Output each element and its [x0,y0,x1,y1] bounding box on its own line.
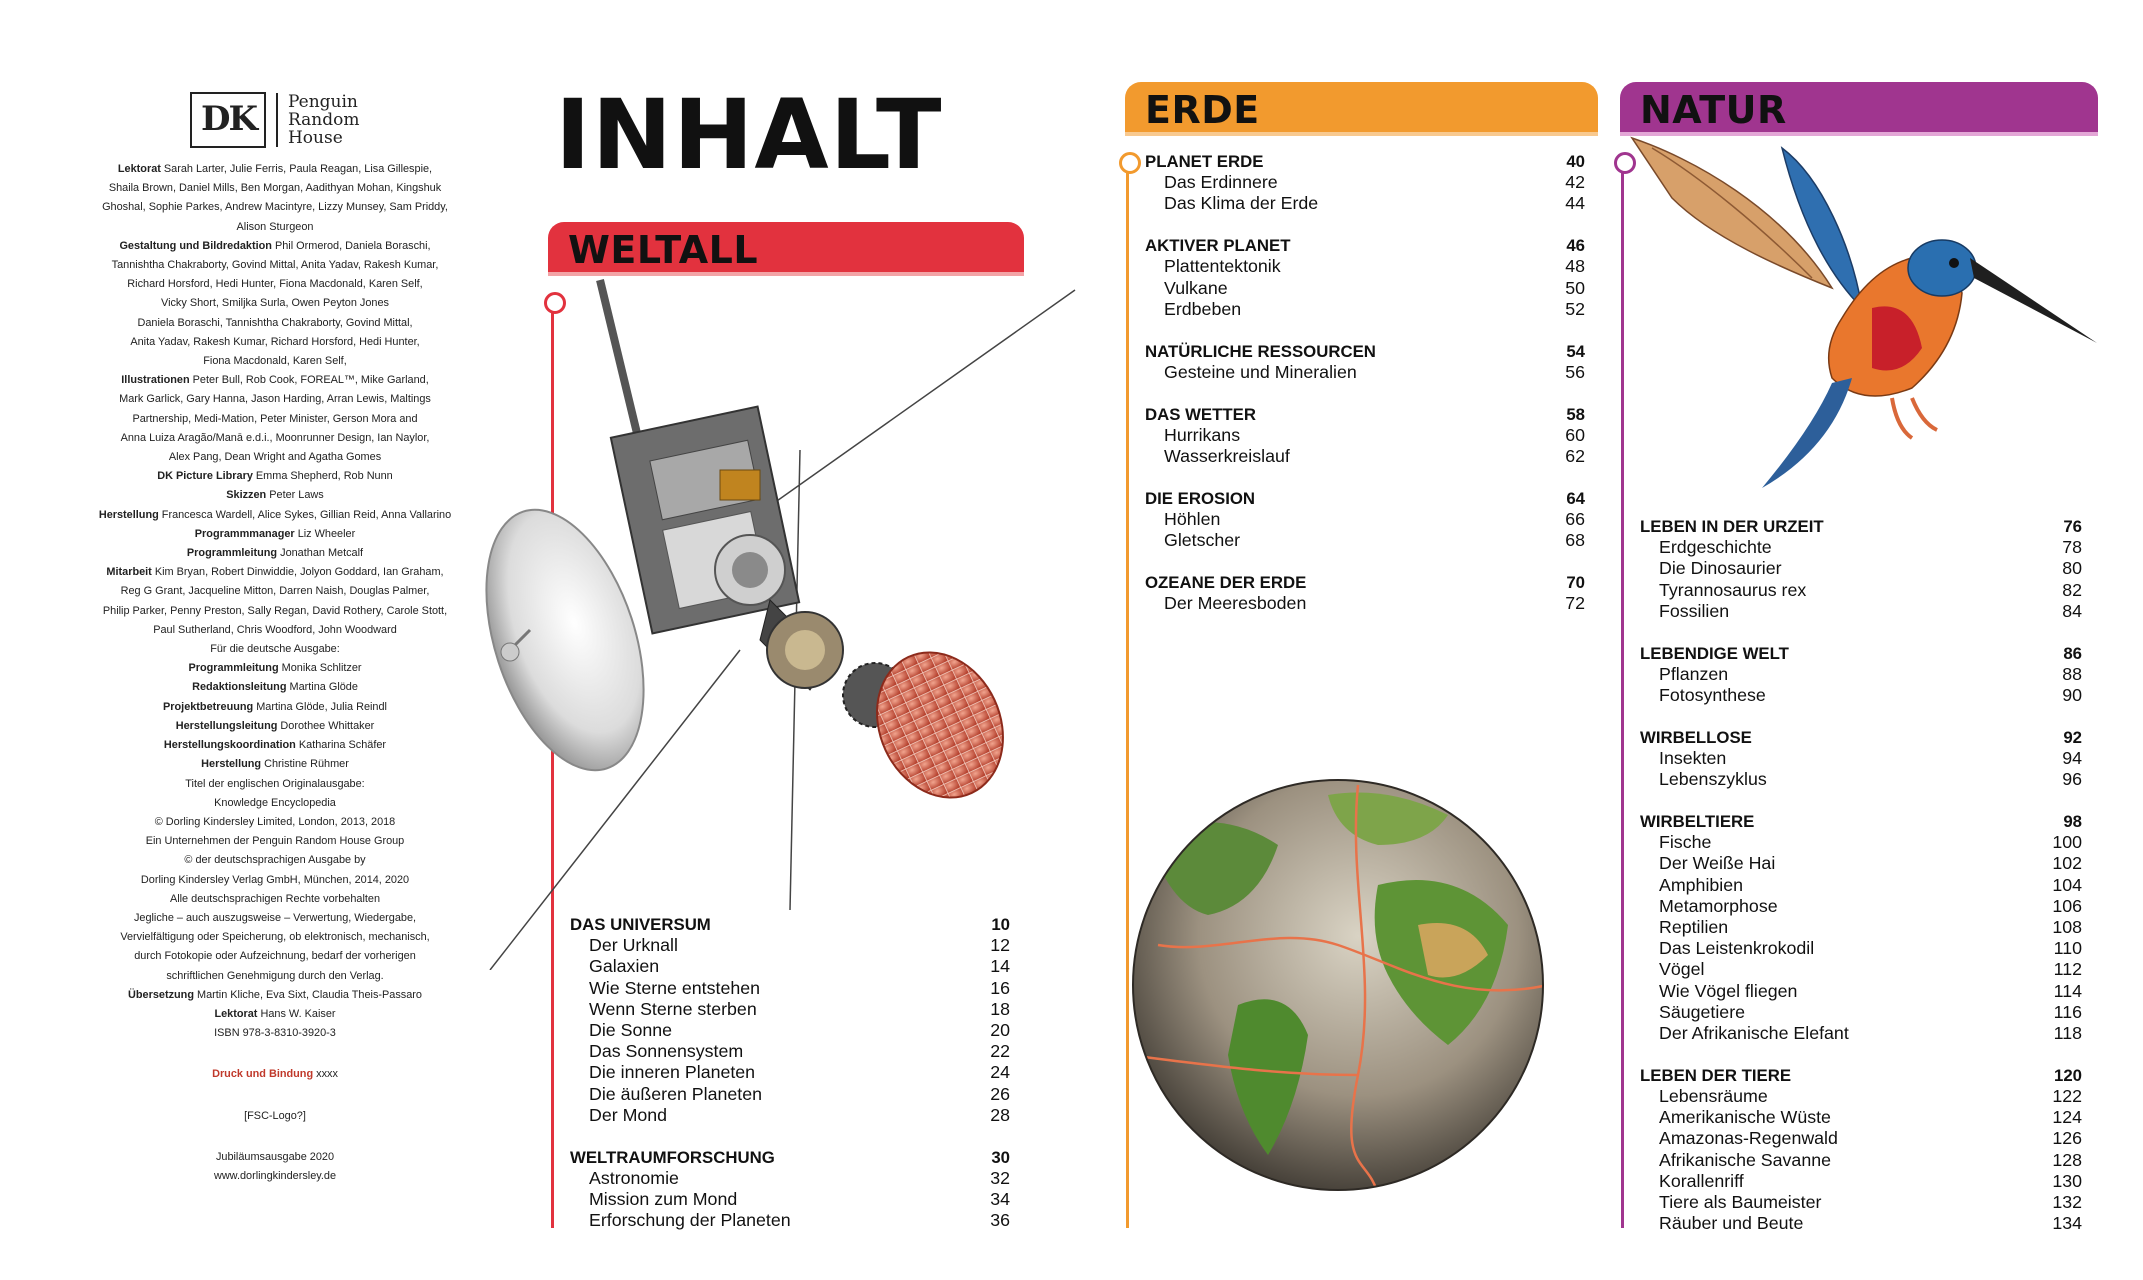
toc-entry[interactable] [570,935,1010,956]
toc-entry[interactable] [570,1189,1010,1210]
prh-line: Penguin [287,92,358,112]
toc-entry[interactable] [1640,1150,2082,1171]
toc-entry-page: 110 [2053,938,2082,959]
toc-entry-title: Insekten [1659,748,1727,769]
natur-header-label: NATUR [1640,88,1787,132]
imprint-line: Titel der englischen Originalausgabe: [185,777,365,790]
weltall-header-bar [548,222,1024,274]
toc-group [1145,404,1585,468]
toc-entry-title: Der Meeresboden [1164,593,1307,614]
toc-entry[interactable] [1640,959,2082,980]
toc-entry[interactable] [1640,580,2082,601]
toc-heading-title: LEBEN IN DER URZEIT [1640,517,1824,536]
toc-entry-page: 22 [990,1041,1010,1062]
imprint-line: Anita Yadav, Rakesh Kumar, Richard Horsford, Hedi Hunter, [130,335,420,348]
logo-divider [276,93,278,147]
toc-heading-page: 54 [1566,341,1585,361]
imprint-line: Ghoshal, Sophie Parkes, Andrew Macintyre, Lizzy Munsey, Sam Priddy, [102,201,448,214]
toc-entry-title: Der Urknall [589,935,678,956]
publisher-logo [90,92,460,148]
imprint-line: Ein Unternehmen der Penguin Random House Group [145,835,405,848]
imprint-line: Gestaltung und Bildredaktion Phil Ormerod, Daniela Boraschi, [119,239,431,252]
toc-heading-title: WIRBELLOSE [1640,727,1752,747]
imprint-line: Redaktionsleitung Martina Glöde [192,681,358,694]
toc-entry-title: Erforschung der Planeten [589,1210,791,1231]
toc-heading[interactable] [1640,643,2082,664]
toc-heading[interactable] [1145,572,1585,593]
imprint-line: Tannishtha Chakraborty, Govind Mittal, Anita Yadav, Rakesh Kumar, [111,259,439,272]
imprint-line: DK Picture Library Emma Shepherd, Rob Nunn [157,470,393,483]
dk-logo [190,92,266,148]
toc-entry[interactable] [1640,917,2082,938]
toc-heading-title: DAS UNIVERSUM [570,915,711,934]
toc-entry-title: Die Dinosaurier [1659,558,1782,579]
toc-entry-title: Der Mond [589,1104,668,1125]
toc-entry-title: Erdgeschichte [1659,537,1772,558]
toc-entry-page: 108 [2052,917,2082,938]
toc-heading[interactable] [1640,727,2082,748]
imprint-line: Übersetzung Martin Kliche, Eva Sixt, Claudia Theis-Passaro [128,988,422,1001]
toc-entry-page: 14 [990,956,1010,977]
imprint-line: Dorling Kindersley Verlag GmbH, München, 2014, 2020 [140,873,410,886]
toc-heading-page: 120 [2054,1065,2082,1085]
toc-entry-title: Das Sonnensystem [589,1041,744,1062]
toc-entry[interactable] [570,999,1010,1020]
toc-entry-title: Fotosynthese [1659,685,1766,706]
toc-entry-page: 16 [990,977,1010,998]
toc-entry-title: Reptilien [1659,917,1729,938]
toc-heading-title: LEBENDIGE WELT [1640,643,1789,663]
toc-entry[interactable] [570,1020,1010,1041]
toc-entry[interactable] [1640,558,2082,579]
toc-entry-title: Vulkane [1164,277,1228,298]
prh-line: House [287,128,343,148]
imprint-line: © der deutschsprachigen Ausgabe by [184,854,366,867]
imprint-druck: Druck und Bindung xxxx [212,1068,338,1081]
toc-heading-page: 86 [2063,643,2082,663]
toc-entry-title: Wasserkreislauf [1164,446,1290,467]
toc-entry-page: 52 [1565,298,1585,319]
toc-entry-page: 124 [2052,1107,2082,1128]
kingfisher-illustration [1612,118,2112,498]
imprint-line: Herstellung Francesca Wardell, Alice Sykes, Gillian Reid, Anna Vallarino [98,508,452,521]
toc-entry-title: Gesteine und Mineralien [1164,361,1357,382]
imprint-fsc: [FSC-Logo?] [244,1109,306,1122]
toc-group [1145,151,1585,215]
toc-entry-title: Wie Sterne entstehen [589,977,760,998]
imprint-line: Alison Sturgeon [236,220,314,233]
toc-entry-title: Amphibien [1659,874,1744,895]
toc-entry[interactable] [1145,278,1585,299]
toc-entry[interactable] [1640,1171,2082,1192]
toc-heading[interactable] [1145,341,1585,362]
toc-entry-page: 114 [2053,980,2082,1001]
toc-entry-page: 44 [1565,193,1585,214]
toc-entry[interactable] [570,1041,1010,1062]
toc-entry[interactable] [1640,1023,2082,1044]
toc-heading-title: PLANET ERDE [1145,152,1264,171]
kingfisher-beak [1970,258,2097,343]
toc-entry-page: 34 [990,1189,1010,1210]
toc-entry[interactable] [570,1210,1010,1231]
toc-heading-title: NATÜRLICHE RESSOURCEN [1145,341,1376,361]
toc-group [1640,516,2082,622]
toc-entry-title: Räuber und Beute [1659,1213,1804,1234]
imprint-line: Herstellungsleitung Dorothee Whittaker [175,719,375,732]
toc-entry[interactable] [1145,193,1585,214]
toc-entry[interactable] [1145,256,1585,277]
toc-heading-page: 70 [1566,573,1585,593]
toc-entry-page: 28 [990,1104,1010,1125]
toc-entry-page: 100 [2052,832,2082,853]
toc-entry-title: Gletscher [1164,530,1241,551]
imprint-line: Für die deutsche Ausgabe: [210,643,340,656]
toc-entry-title: Metamorphose [1659,895,1778,916]
toc-entry[interactable] [570,1105,1010,1126]
toc-entry-page: 50 [1565,277,1585,298]
toc-entry-page: 88 [2062,663,2082,684]
toc-entry[interactable] [1640,748,2082,769]
toc-entry-page: 132 [2052,1192,2082,1213]
toc-entry-page: 48 [1565,256,1585,277]
imprint-edition: Jubiläumsausgabe 2020 [215,1150,335,1163]
imprint-line: Vervielfältigung oder Speicherung, ob elektronisch, mechanisch, [120,931,430,944]
toc-heading-title: DAS WETTER [1145,404,1256,424]
toc-entry[interactable] [1640,896,2082,917]
toc-entry-page: 26 [990,1083,1010,1104]
imprint-line: Anna Luiza Aragão/Manā e.d.i., Moonrunner Design, Ian Naylor, [120,431,430,444]
toc-entry-title: Wenn Sterne sterben [589,998,757,1019]
toc-entry[interactable] [1145,362,1585,383]
toc-weltall [570,914,1010,1252]
toc-group [1145,572,1585,614]
toc-heading-title: DIE EROSION [1145,488,1256,508]
prh-logo [288,93,360,147]
toc-heading[interactable] [1145,404,1585,425]
imprint-line: Lektorat Hans W. Kaiser [214,1007,336,1020]
toc-entry[interactable] [1145,446,1585,467]
toc-entry[interactable] [1640,601,2082,622]
toc-entry-title: Der Afrikanische Elefant [1659,1023,1849,1044]
toc-heading-page: 58 [1566,404,1585,424]
toc-entry[interactable] [1640,1128,2082,1149]
toc-heading-title: OZEANE DER ERDE [1145,573,1307,593]
toc-entry-page: 130 [2052,1170,2082,1191]
toc-group [570,1147,1010,1232]
toc-entry-title: Säugetiere [1659,1001,1746,1022]
toc-heading-title: AKTIVER PLANET [1145,236,1291,256]
toc-entry-title: Das Klima der Erde [1164,193,1319,214]
toc-heading[interactable] [1145,235,1585,256]
toc-entry-page: 78 [2062,537,2082,558]
toc-entry-title: Die äußeren Planeten [589,1083,762,1104]
toc-entry-title: Der Weiße Hai [1659,853,1776,874]
toc-entry-page: 20 [990,1020,1010,1041]
toc-heading[interactable] [1640,516,2082,537]
kingfisher-head [1908,240,1976,296]
entry-probe [854,632,1026,819]
toc-entry[interactable] [1640,938,2082,959]
toc-entry-page: 122 [2052,1086,2082,1107]
toc-entry-title: Die Sonne [589,1020,673,1041]
toc-heading[interactable] [570,914,1010,935]
toc-entry-page: 24 [990,1062,1010,1083]
toc-entry-title: Die inneren Planeten [589,1062,756,1083]
toc-entry-title: Fossilien [1659,600,1730,621]
toc-entry-page: 72 [1565,593,1585,614]
toc-entry-title: Wie Vögel fliegen [1659,980,1798,1001]
imprint-line: Fiona Macdonald, Karen Self, [203,355,347,368]
toc-heading[interactable] [1640,811,2082,832]
toc-heading-page: 46 [1566,236,1585,256]
toc-entry-page: 126 [2052,1128,2082,1149]
imprint-line: Shaila Brown, Daniel Mills, Ben Morgan, Aadithyan Mohan, Kingshuk [108,182,442,195]
toc-entry-title: Pflanzen [1659,663,1729,684]
toc-entry[interactable] [1640,769,2082,790]
toc-entry-page: 42 [1565,172,1585,193]
toc-entry-page: 96 [2062,769,2082,790]
toc-heading[interactable] [570,1147,1010,1168]
imprint-line: Jegliche – auch auszugsweise – Verwertung, Wiedergabe, [133,911,417,924]
imprint-line: Richard Horsford, Hedi Hunter, Fiona Macdonald, Karen Self, [127,278,423,291]
imprint-line: Mitarbeit Kim Bryan, Robert Dinwiddie, Jolyon Goddard, Ian Graham, [106,566,444,579]
toc-entry-page: 12 [990,935,1010,956]
imprint-line: Knowledge Encyclopedia [214,796,336,809]
imprint-line: Programmmanager Liz Wheeler [194,527,356,540]
toc-entry[interactable] [1640,832,2082,853]
toc-entry-title: Amazonas-Regenwald [1659,1128,1838,1149]
toc-entry-page: 128 [2052,1149,2082,1170]
toc-entry[interactable] [1640,981,2082,1002]
toc-heading-page: 10 [991,915,1010,934]
toc-heading-title: WIRBELTIERE [1640,812,1755,832]
toc-entry[interactable] [1145,172,1585,193]
toc-heading-page: 40 [1566,152,1585,171]
imprint-lines [90,160,460,1043]
satellite-illustration [470,270,1090,970]
imprint-line: Reg G Grant, Jacqueline Mitton, Darren Naish, Douglas Palmer, [120,585,430,598]
toc-heading[interactable] [1145,488,1585,509]
toc-entry-title: Das Erdinnere [1164,172,1278,193]
toc-entry-title: Lebensräume [1659,1086,1768,1107]
toc-entry-page: 80 [2062,558,2082,579]
toc-heading-page: 98 [2063,812,2082,832]
imprint-line: durch Fotokopie oder Aufzeichnung, bedarf der vorherigen [134,950,416,963]
toc-entry-title: Vögel [1659,959,1705,980]
toc-entry-page: 56 [1565,361,1585,382]
toc-group [1640,727,2082,791]
toc-erde [1145,151,1585,635]
erde-marker-icon [1119,152,1141,174]
toc-entry-title: Lebenszyklus [1659,769,1767,790]
toc-heading-title: LEBEN DER TIERE [1640,1065,1792,1085]
imprint-line: Projektbetreuung Martina Glöde, Julia Reindl [163,700,387,713]
toc-entry-title: Erdbeben [1164,298,1242,319]
imprint-line: ISBN 978-3-8310-3920-3 [214,1027,336,1040]
toc-entry[interactable] [1640,875,2082,896]
erde-header-rule [1125,132,1598,136]
toc-entry-page: 104 [2052,874,2082,895]
imprint-line: Skizzen Peter Laws [226,489,324,502]
imprint-line: © Dorling Kindersley Limited, London, 2013, 2018 [154,815,396,828]
toc-entry-page: 112 [2053,959,2082,980]
erde-header-label: ERDE [1145,88,1260,132]
imprint-line: Herstellungskoordination Katharina Schäfer [163,739,387,752]
toc-entry[interactable] [570,978,1010,999]
toc-entry-page: 60 [1565,424,1585,445]
toc-entry-page: 36 [990,1210,1010,1231]
imprint-column [90,92,460,1186]
toc-entry-page: 118 [2053,1023,2082,1044]
imprint-line: Programmleitung Monika Schlitzer [188,662,362,675]
toc-entry-page: 18 [990,998,1010,1019]
toc-entry-title: Korallenriff [1659,1170,1744,1191]
toc-entry[interactable] [1145,530,1585,551]
toc-group [1145,235,1585,320]
imprint-line: Alle deutschsprachigen Rechte vorbehalten [169,892,381,905]
toc-entry[interactable] [1640,1002,2082,1023]
toc-entry[interactable] [570,1168,1010,1189]
toc-entry[interactable] [1640,1086,2082,1107]
page-title: INHALT [555,79,943,191]
toc-entry-page: 116 [2053,1001,2082,1022]
imprint-line: Programmleitung Jonathan Metcalf [186,547,364,560]
toc-entry[interactable] [1640,853,2082,874]
toc-entry-title: Höhlen [1164,509,1221,530]
toc-entry-page: 32 [990,1167,1010,1188]
imprint-line: Philip Parker, Penny Preston, Sally Regan, David Rothery, Carole Stott, [102,604,448,617]
toc-entry[interactable] [570,1062,1010,1083]
toc-entry-title: Mission zum Mond [589,1189,738,1210]
toc-heading-page: 30 [991,1147,1010,1167]
imprint-line: schriftlichen Genehmigung durch den Verlag. [166,969,384,982]
dk-logo-text: DK [200,99,256,140]
toc-entry-title: Plattentektonik [1164,256,1281,277]
toc-heading-page: 76 [2063,517,2082,536]
toc-heading[interactable] [1145,151,1585,172]
imprint-line: Lektorat Sarah Larter, Julie Ferris, Paula Reagan, Lisa Gillespie, [117,163,433,175]
toc-entry-title: Das Leistenkrokodil [1659,938,1815,959]
erde-header-bar [1125,82,1598,134]
toc-entry[interactable] [570,956,1010,977]
imprint-line: Paul Sutherland, Chris Woodford, John Woodward [153,623,397,636]
toc-natur [1640,516,2082,1255]
prh-line: Random [287,110,360,130]
toc-entry[interactable] [1145,299,1585,320]
toc-entry-page: 90 [2062,685,2082,706]
toc-heading[interactable] [1640,1065,2082,1086]
toc-heading-page: 64 [1566,488,1585,508]
toc-entry-page: 94 [2062,748,2082,769]
toc-group [1145,341,1585,383]
toc-group [1640,1065,2082,1235]
imprint-line: Vicky Short, Smiljka Surla, Owen Peyton Jones [161,297,389,310]
toc-entry-page: 62 [1565,446,1585,467]
toc-entry[interactable] [1640,1192,2082,1213]
toc-entry-page: 134 [2052,1213,2082,1234]
toc-entry-title: Astronomie [589,1167,679,1188]
toc-entry-page: 106 [2052,895,2082,916]
toc-group [570,914,1010,1126]
toc-entry[interactable] [1640,685,2082,706]
toc-entry[interactable] [1145,593,1585,614]
toc-entry-title: Amerikanische Wüste [1659,1107,1831,1128]
toc-group [1145,488,1585,552]
toc-entry[interactable] [1640,537,2082,558]
toc-group [1640,643,2082,707]
toc-entry-title: Fische [1659,832,1712,853]
toc-entry[interactable] [570,1084,1010,1105]
imprint-website: www.dorlingkindersley.de [213,1169,337,1182]
toc-entry-page: 66 [1565,509,1585,530]
weltall-header-label: WELTALL [568,228,759,272]
toc-entry-title: Afrikanische Savanne [1659,1149,1831,1170]
toc-entry-page: 68 [1565,530,1585,551]
toc-entry-title: Hurrikans [1164,424,1241,445]
toc-entry[interactable] [1640,1213,2082,1234]
toc-entry-title: Tyrannosaurus rex [1659,579,1807,600]
toc-entry-title: Tiere als Baumeister [1659,1192,1822,1213]
toc-entry[interactable] [1145,425,1585,446]
imprint-line: Partnership, Medi-Mation, Peter Minister, Gerson Mora and [132,412,418,425]
toc-entry-page: 82 [2062,579,2082,600]
toc-entry[interactable] [1145,509,1585,530]
toc-entry-page: 84 [2062,600,2082,621]
imprint-line: Daniela Boraschi, Tannishtha Chakraborty, Govind Mittal, [137,316,413,329]
earth-globe-illustration [1128,775,1548,1195]
toc-entry[interactable] [1640,1107,2082,1128]
toc-entry-page: 102 [2052,853,2082,874]
imprint-line: Herstellung Christine Rühmer [201,758,349,771]
imprint-line: Mark Garlick, Gary Hanna, Jason Harding, Arran Lewis, Maltings [119,393,431,406]
imprint-line: Illustrationen Peter Bull, Rob Cook, FOREAL™, Mike Garland, [121,374,429,387]
imprint-line: Alex Pang, Dean Wright and Agatha Gomes [168,451,382,464]
toc-group [1640,811,2082,1044]
toc-heading-page: 92 [2063,727,2082,747]
toc-entry-title: Galaxien [589,956,660,977]
toc-heading-title: WELTRAUMFORSCHUNG [570,1147,775,1167]
toc-entry[interactable] [1640,664,2082,685]
